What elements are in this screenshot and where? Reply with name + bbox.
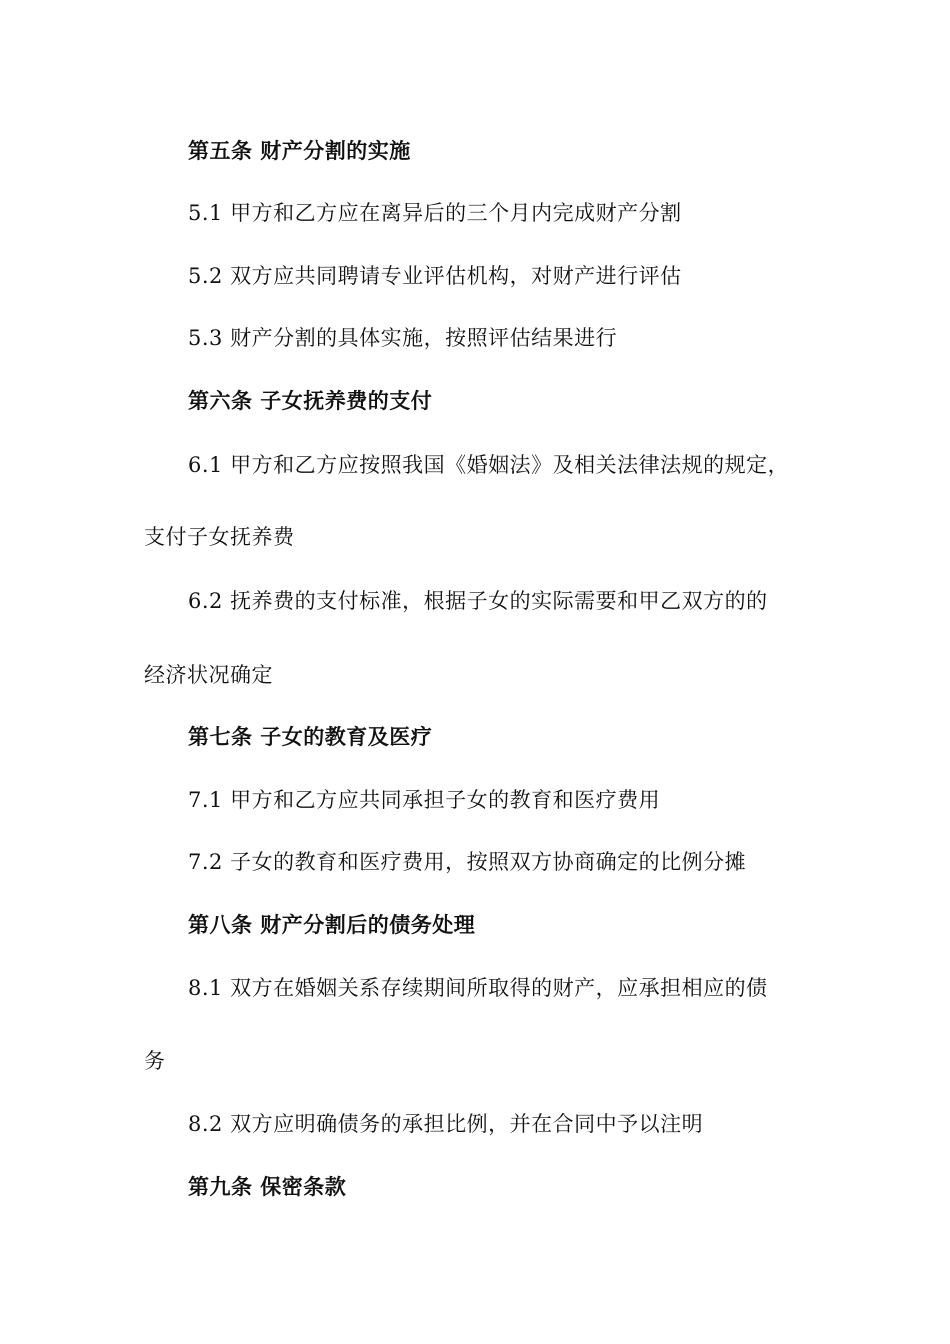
clause-8-1-continuation: 务 <box>144 1049 166 1073</box>
clause-5-1: 5.1 甲方和乙方应在离异后的三个月内完成财产分割 <box>188 201 682 225</box>
clause-8-1: 8.1 双方在婚姻关系存续期间所取得的财产，应承担相应的债 <box>188 976 768 1000</box>
clause-6-1-continuation: 支付子女抚养费 <box>144 525 295 549</box>
clause-6-1: 6.1 甲方和乙方应按照我国《婚姻法》及相关法律法规的规定， <box>188 453 790 477</box>
article-9-heading: 第九条 保密条款 <box>188 1175 347 1199</box>
article-8-heading: 第八条 财产分割后的债务处理 <box>188 913 476 937</box>
clause-6-2-continuation: 经济状况确定 <box>144 663 273 687</box>
clause-5-2: 5.2 双方应共同聘请专业评估机构，对财产进行评估 <box>188 264 682 288</box>
article-5-heading: 第五条 财产分割的实施 <box>188 139 411 163</box>
article-7-heading: 第七条 子女的教育及医疗 <box>188 725 433 749</box>
clause-8-2: 8.2 双方应明确债务的承担比例，并在合同中予以注明 <box>188 1112 704 1136</box>
clause-5-3: 5.3 财产分割的具体实施，按照评估结果进行 <box>188 326 618 350</box>
clause-7-1: 7.1 甲方和乙方应共同承担子女的教育和医疗费用 <box>188 788 661 812</box>
clause-6-2: 6.2 抚养费的支付标准，根据子女的实际需要和甲乙双方的的 <box>188 589 768 613</box>
article-6-heading: 第六条 子女抚养费的支付 <box>188 389 433 413</box>
clause-7-2: 7.2 子女的教育和医疗费用，按照双方协商确定的比例分摊 <box>188 850 747 874</box>
